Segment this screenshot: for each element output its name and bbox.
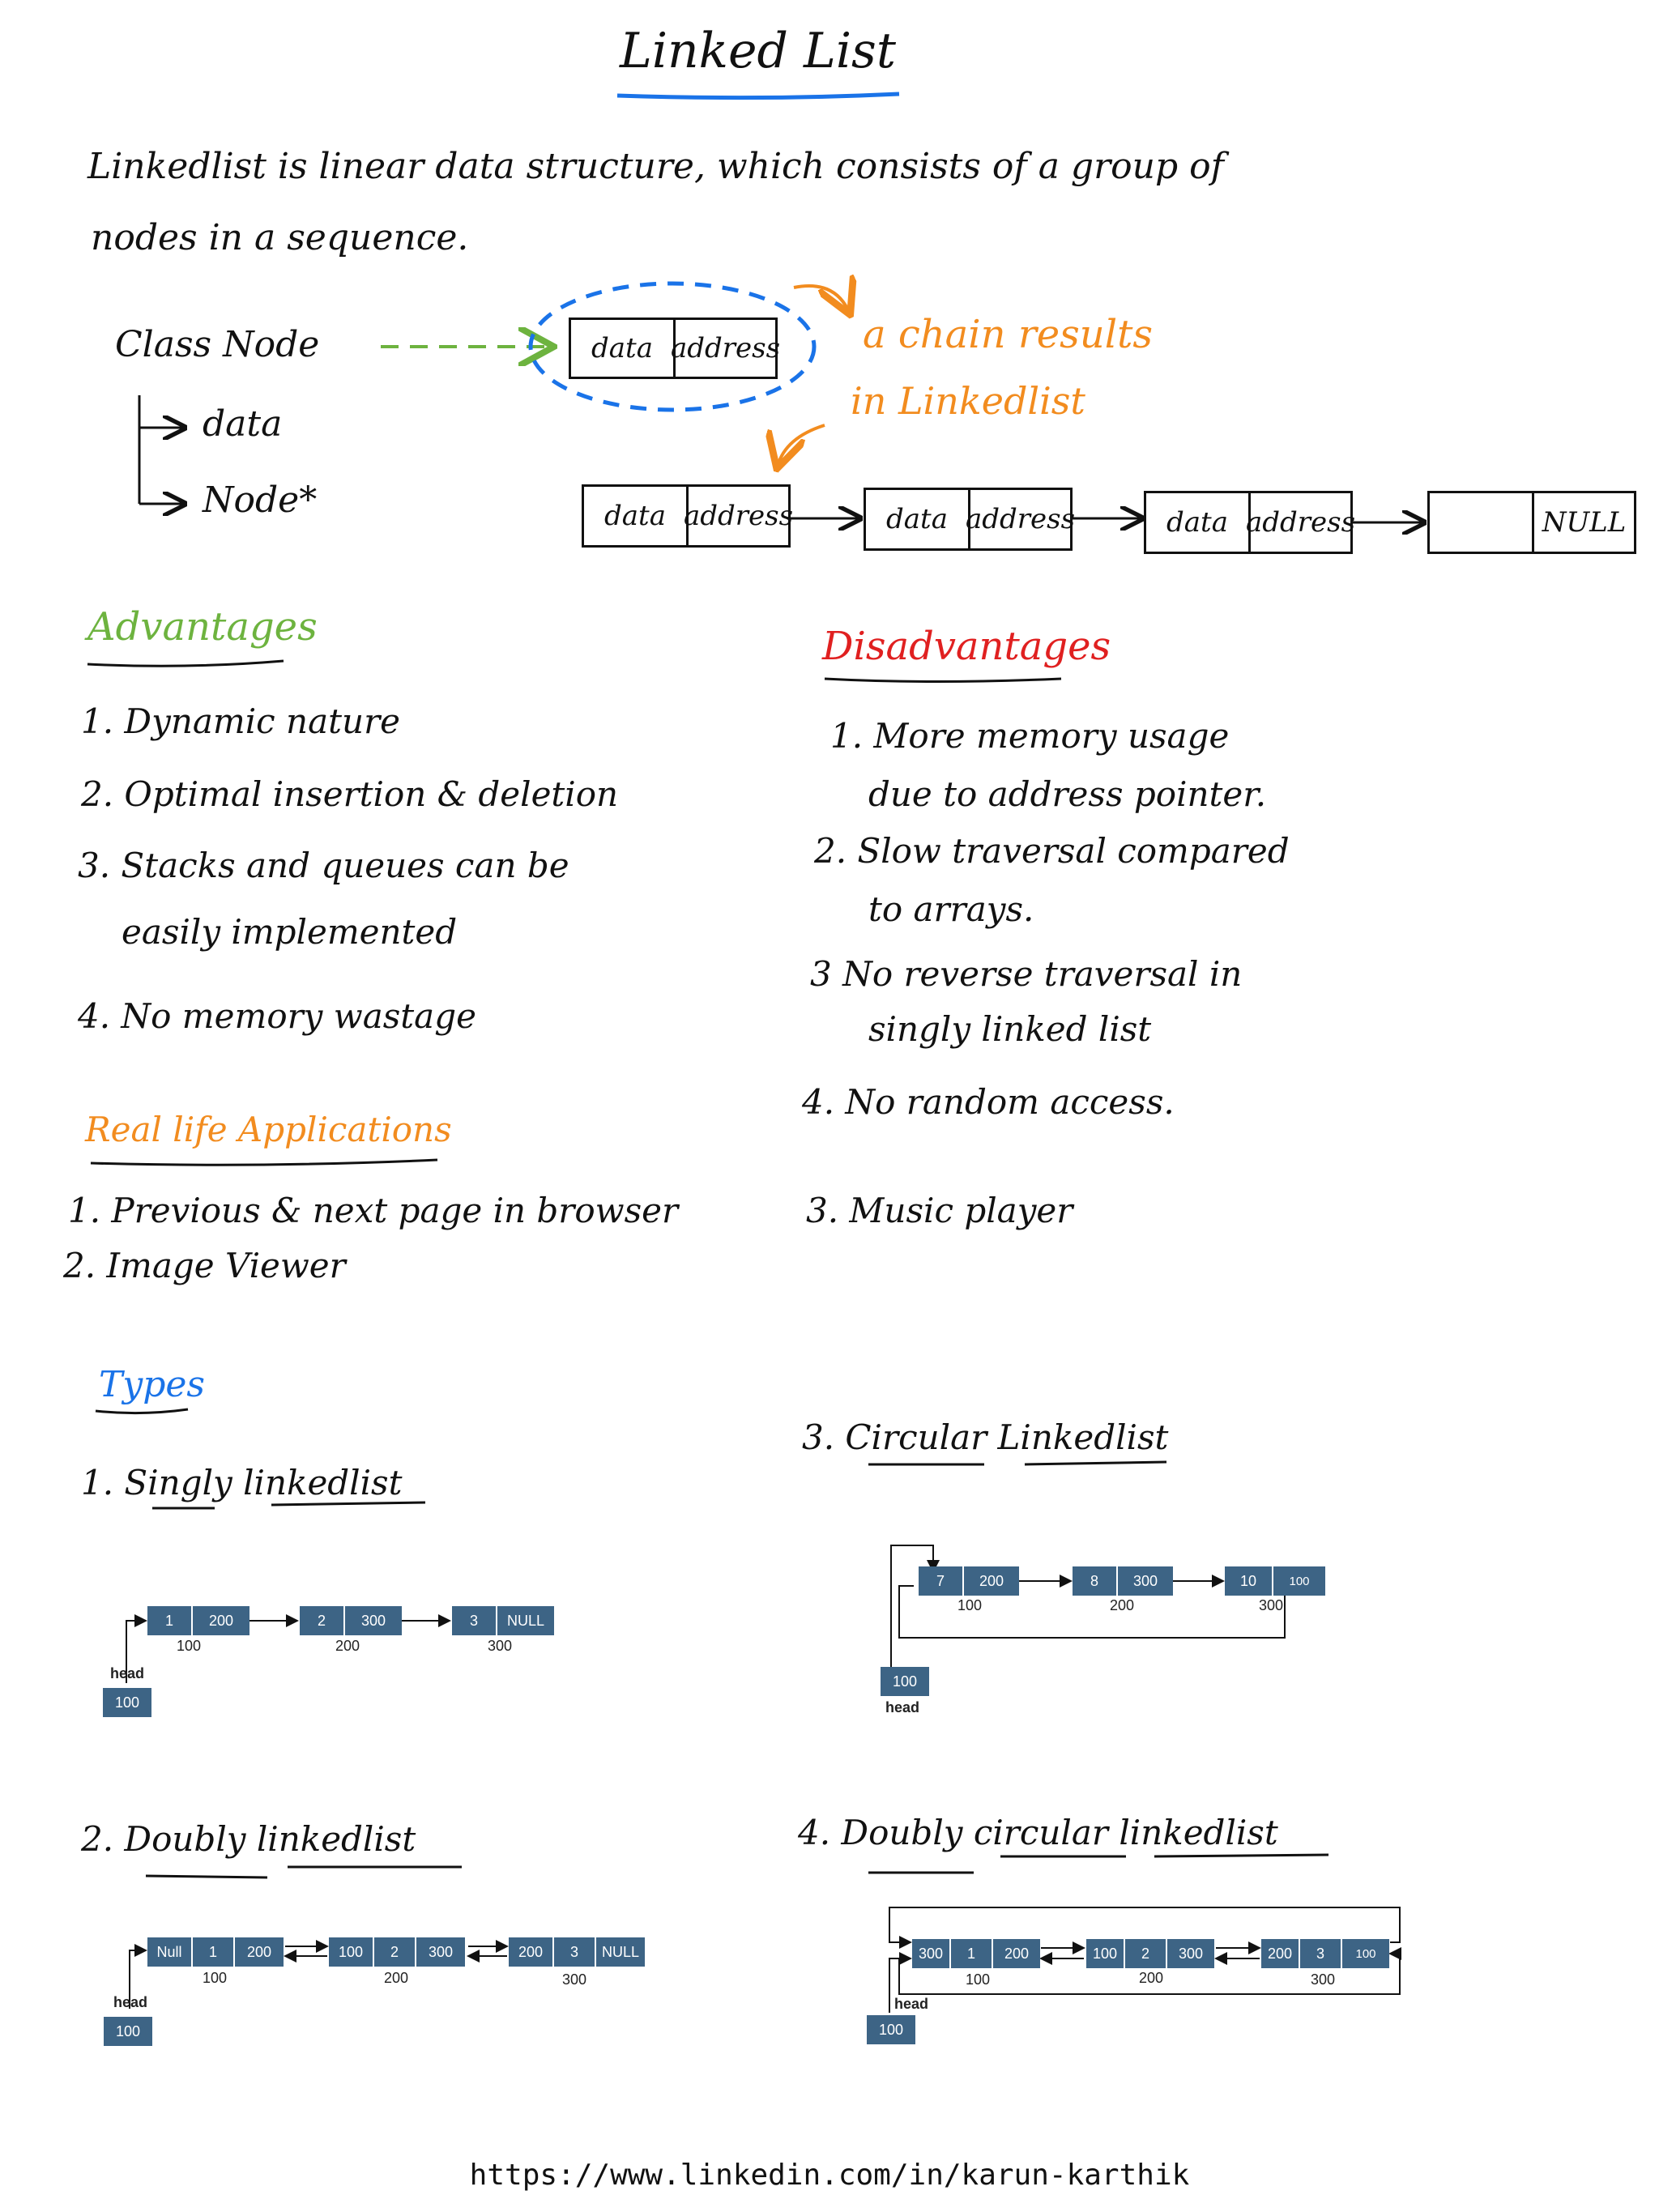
circular-addr: 200 <box>1110 1597 1135 1613</box>
circular-addr: 100 <box>957 1597 983 1613</box>
disadvantage-item: 4. No random access. <box>802 1082 1175 1122</box>
chain-node-address: address <box>686 487 788 545</box>
singly-title: 1. Singly linkedlist <box>81 1463 403 1502</box>
chain-note-line-2: in Linkedlist <box>851 379 1085 423</box>
singly-addr: 200 <box>335 1638 360 1654</box>
class-node-field-pointer: Node* <box>203 479 318 521</box>
advantage-item: easily implemented <box>122 912 458 952</box>
disadvantage-item: 2. Slow traversal compared <box>814 831 1290 871</box>
node-data: 1 <box>951 1939 993 1968</box>
application-item: 3. Music player <box>806 1191 1073 1230</box>
node-box-address: address <box>673 320 775 377</box>
advantage-item: 3. Stacks and queues can be <box>78 846 569 885</box>
doubly-addr: 300 <box>562 1971 587 1988</box>
node-data: 3 <box>452 1606 497 1635</box>
chain-node-null <box>1427 491 1636 554</box>
doubly-circular-addr: 200 <box>1139 1970 1164 1986</box>
doubly-addr: 200 <box>384 1970 409 1986</box>
chain-note-line-1: a chain results <box>863 312 1153 357</box>
doubly-circular-title: 4. Doubly circular linkedlist <box>798 1813 1278 1852</box>
doubly-circular-node-1 <box>912 1939 1040 1968</box>
node-data: 2 <box>1125 1939 1167 1968</box>
node-prev: 300 <box>912 1939 951 1968</box>
doubly-node-1 <box>147 1937 284 1967</box>
circular-title: 3. Circular Linkedlist <box>802 1417 1169 1457</box>
orange-arrow-top <box>794 286 849 312</box>
chain-node-address: NULL <box>1532 493 1634 552</box>
node-next: 300 <box>1167 1939 1214 1968</box>
advantage-item: 4. No memory wastage <box>78 996 476 1036</box>
node-prev: 200 <box>509 1937 554 1967</box>
singly-addr: 300 <box>488 1638 513 1654</box>
definition-line-1: Linkedlist is linear data structure, which consists of a group of <box>87 146 1224 187</box>
doubly-addr: 100 <box>203 1970 228 1986</box>
singly-addr: 100 <box>177 1638 202 1654</box>
doubly-circular-head-label: head <box>894 1996 929 2012</box>
node-next: 300 <box>1118 1566 1173 1596</box>
page-title: Linked List <box>620 23 896 79</box>
disadvantage-item: due to address pointer. <box>868 774 1267 814</box>
doubly-circular-addr: 300 <box>1311 1971 1336 1988</box>
chain-node-data <box>1430 493 1532 552</box>
node-next: NULL <box>596 1937 645 1967</box>
definition-line-2: nodes in a sequence. <box>91 217 469 258</box>
circular-node-2 <box>1073 1566 1173 1596</box>
node-next: 300 <box>345 1606 402 1635</box>
chain-node-1 <box>582 484 794 548</box>
circular-head-box: 100 <box>881 1667 929 1696</box>
node-data: 2 <box>300 1606 345 1635</box>
circular-head-label: head <box>885 1699 920 1715</box>
singly-head-label: head <box>110 1665 145 1681</box>
circular-addr: 300 <box>1259 1597 1284 1613</box>
advantages-heading: Advantages <box>87 604 318 650</box>
singly-node-1 <box>147 1606 249 1635</box>
doubly-head-label: head <box>113 1994 148 2010</box>
node-next: 100 <box>1342 1939 1389 1968</box>
advantage-item: 2. Optimal insertion & deletion <box>81 774 619 814</box>
node-data: 8 <box>1073 1566 1118 1596</box>
disadvantages-heading: Disadvantages <box>822 624 1111 669</box>
doubly-title: 2. Doubly linkedlist <box>81 1819 416 1859</box>
singly-head-box: 100 <box>103 1688 151 1717</box>
node-next: 100 <box>1273 1566 1325 1596</box>
singly-node-2 <box>300 1606 402 1635</box>
node-data: 10 <box>1225 1566 1273 1596</box>
doubly-circular-node-2 <box>1086 1939 1214 1968</box>
chain-node-address: address <box>968 490 1070 548</box>
node-next: 200 <box>964 1566 1019 1596</box>
node-data: 3 <box>554 1937 596 1967</box>
class-node-label: Class Node <box>115 324 320 365</box>
doubly-node-3 <box>509 1937 645 1967</box>
chain-node-2 <box>864 488 1076 551</box>
advantage-item: 1. Dynamic nature <box>81 701 400 741</box>
chain-node-address: address <box>1248 493 1350 552</box>
node-next: 200 <box>235 1937 284 1967</box>
doubly-circular-node-3 <box>1261 1939 1389 1968</box>
disadvantage-item: to arrays. <box>868 889 1034 929</box>
node-next: NULL <box>497 1606 554 1635</box>
chain-node-data: data <box>604 500 666 532</box>
node-prev: 100 <box>329 1937 374 1967</box>
node-data: 3 <box>1300 1939 1342 1968</box>
node-data: 7 <box>919 1566 964 1596</box>
orange-arrow-bottom <box>778 425 825 466</box>
node-prev: 200 <box>1261 1939 1300 1968</box>
disadvantage-item: 3 No reverse traversal in <box>810 954 1243 994</box>
applications-heading: Real life Applications <box>85 1110 452 1149</box>
application-item: 1. Previous & next page in browser <box>68 1191 679 1230</box>
doubly-circular-addr: 100 <box>966 1971 991 1988</box>
singly-node-3 <box>452 1606 554 1635</box>
title-underline <box>617 94 899 98</box>
doubly-node-2 <box>329 1937 465 1967</box>
node-prev: 100 <box>1086 1939 1125 1968</box>
disadvantage-item: singly linked list <box>868 1009 1152 1049</box>
chain-node-data: data <box>886 503 948 535</box>
class-node-field-data: data <box>203 403 283 445</box>
disadvantage-item: 1. More memory usage <box>830 716 1230 756</box>
footer-link[interactable]: https://www.linkedin.com/in/karun-karthik <box>469 2159 1190 2192</box>
circular-node-3 <box>1225 1566 1325 1596</box>
node-next: 300 <box>416 1937 465 1967</box>
node-next: 200 <box>993 1939 1040 1968</box>
node-box-data: data <box>591 332 653 364</box>
node-prev: Null <box>147 1937 193 1967</box>
application-item: 2. Image Viewer <box>63 1246 346 1285</box>
doubly-circular-head-box: 100 <box>867 2015 915 2044</box>
doubly-head-box: 100 <box>104 2017 152 2046</box>
chain-node-data: data <box>1166 506 1228 539</box>
node-box <box>569 318 781 379</box>
node-next: 200 <box>193 1606 249 1635</box>
node-data: 1 <box>193 1937 235 1967</box>
node-data: 1 <box>147 1606 193 1635</box>
chain-node-3 <box>1144 491 1356 554</box>
types-heading: Types <box>99 1364 205 1405</box>
circular-node-1 <box>919 1566 1019 1596</box>
node-data: 2 <box>374 1937 416 1967</box>
